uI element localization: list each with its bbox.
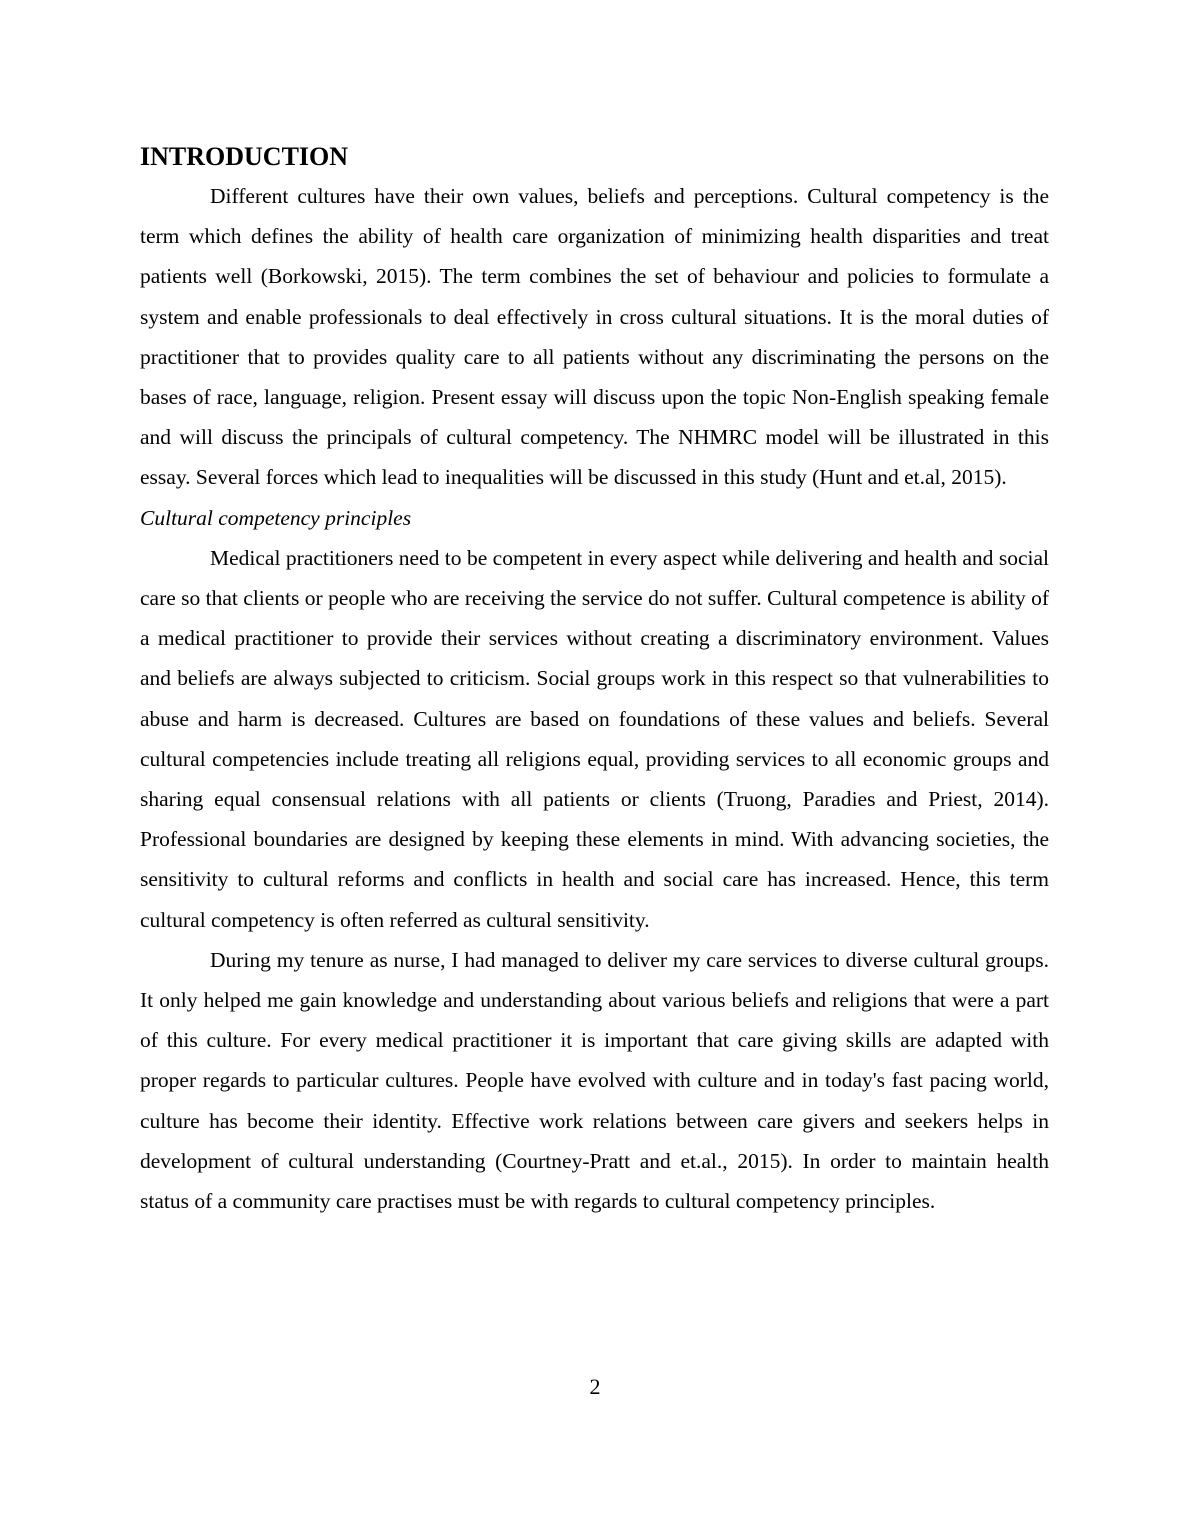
subheading-cultural-competency-principles: Cultural competency principles bbox=[140, 505, 412, 530]
page-content bbox=[140, 140, 1049, 1221]
intro-paragraph: Different cultures have their own values, beliefs and perceptions. Cultural competency is the term which defines the ability of health care organization of minimizing health disparities and treat patients well (Borkowski, 2015). The term combines the set of behaviour and policies to formulate a system and enable professionals to deal effectively in cross cultural situations. It is the moral duties of practitioner that to provides quality care to all patients without any discriminating the persons on the bases of race, language, religion. Present essay will discuss upon the topic Non-English speaking female and will discuss the principals of cultural competency. The NHMRC model will be illustrated in this essay. Several forces which lead to inequalities will be discussed in this study (Hunt and et.al, 2015). bbox=[140, 184, 1049, 490]
body-paragraph: Medical practitioners need to be competent in every aspect while delivering and health and social care so that clients or people who are receiving the service do not suffer. Cultural competence is ability of a medical practitioner to provide their services without creating a discriminatory environment. Values and beliefs are always subjected to criticism. Social groups work in this respect so that vulnerabilities to abuse and harm is decreased. Cultures are based on foundations of these values and beliefs. Several cultural competencies include treating all religions equal, providing services to all economic groups and sharing equal consensual relations with all patients or clients (Truong, Paradies and Priest, 2014). Professional boundaries are designed by keeping these elements in mind. With advancing societies, the sensitivity to cultural reforms and conflicts in health and social care has increased. Hence, this term cultural competency is often referred as cultural sensitivity. bbox=[140, 545, 1049, 932]
section-heading-introduction: INTRODUCTION bbox=[140, 142, 349, 171]
body-paragraph: During my tenure as nurse, I had managed to deliver my care services to diverse cultural groups. It only helped me gain knowledge and understanding about various beliefs and religions that were a part of this culture. For every medical practitioner it is important that care giving skills are adapted with proper regards to particular cultures. People have evolved with culture and in today's fast pacing world, culture has become their identity. Effective work relations between care givers and seekers helps in development of cultural understanding (Courtney-Pratt and et.al., 2015). In order to maintain health status of a community care practises must be with regards to cultural competency principles. bbox=[140, 947, 1049, 1214]
page-number: 2 bbox=[589, 1374, 601, 1399]
